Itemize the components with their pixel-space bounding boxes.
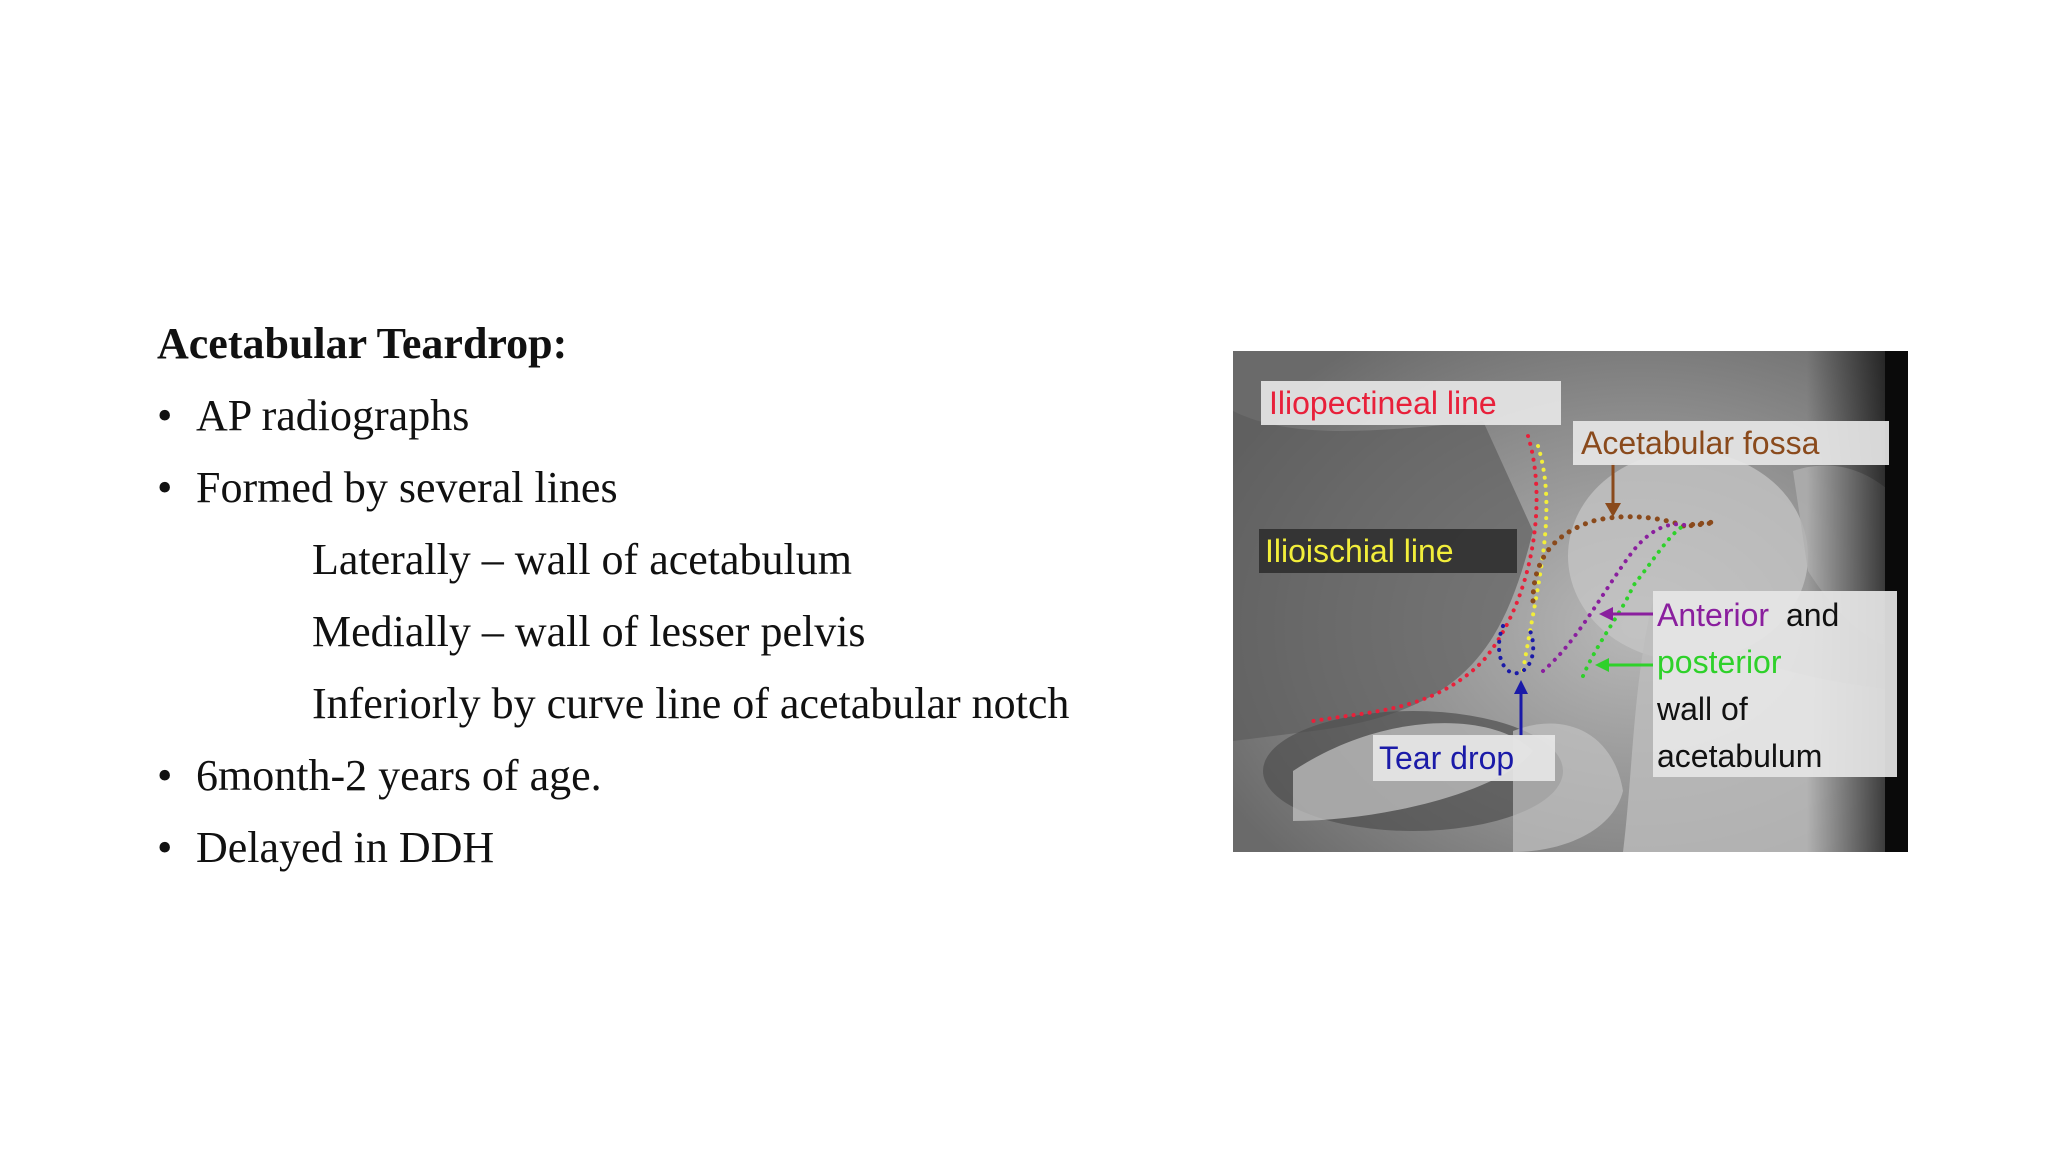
- anterior-and-label: [1657, 597, 1839, 633]
- bullet-item: [157, 452, 1207, 524]
- ilioischial-label: Ilioischial line: [1265, 533, 1454, 569]
- bullet-marker: •: [157, 823, 173, 872]
- bullet-marker: •: [157, 391, 173, 440]
- anterior-label: Anterior: [1657, 597, 1770, 633]
- slide-heading: Acetabular Teardrop:: [157, 319, 568, 368]
- bullet-text: AP radiographs: [196, 391, 470, 440]
- and-label: and: [1785, 597, 1840, 633]
- sub-item: Inferiorly by curve line of acetabular notch: [312, 679, 1070, 728]
- bullet-marker: •: [157, 463, 173, 512]
- bullet-text: Delayed in DDH: [196, 823, 495, 872]
- sub-item: Medially – wall of lesser pelvis: [312, 607, 866, 656]
- bullet-item: [157, 380, 1207, 452]
- posterior-label: posterior: [1657, 644, 1782, 680]
- acetabular-fossa-label: Acetabular fossa: [1581, 425, 1820, 461]
- slide-text: [157, 308, 1207, 884]
- bullet-text: 6month-2 years of age.: [196, 751, 602, 800]
- iliopectineal-label: Iliopectineal line: [1269, 385, 1497, 421]
- sub-item: Laterally – wall of acetabulum: [312, 535, 852, 584]
- bullet-item: [157, 740, 1207, 812]
- bullet-item: [157, 812, 1207, 884]
- pelvis-radiograph-figure: [1233, 351, 1908, 852]
- bullet-text: Formed by several lines: [196, 463, 618, 512]
- tear-drop-label: Tear drop: [1379, 740, 1515, 776]
- acetabulum-label: acetabulum: [1657, 738, 1823, 774]
- bullet-marker: •: [157, 751, 173, 800]
- radiograph-image: [1233, 351, 1908, 852]
- wall-of-label: wall of: [1657, 691, 1748, 727]
